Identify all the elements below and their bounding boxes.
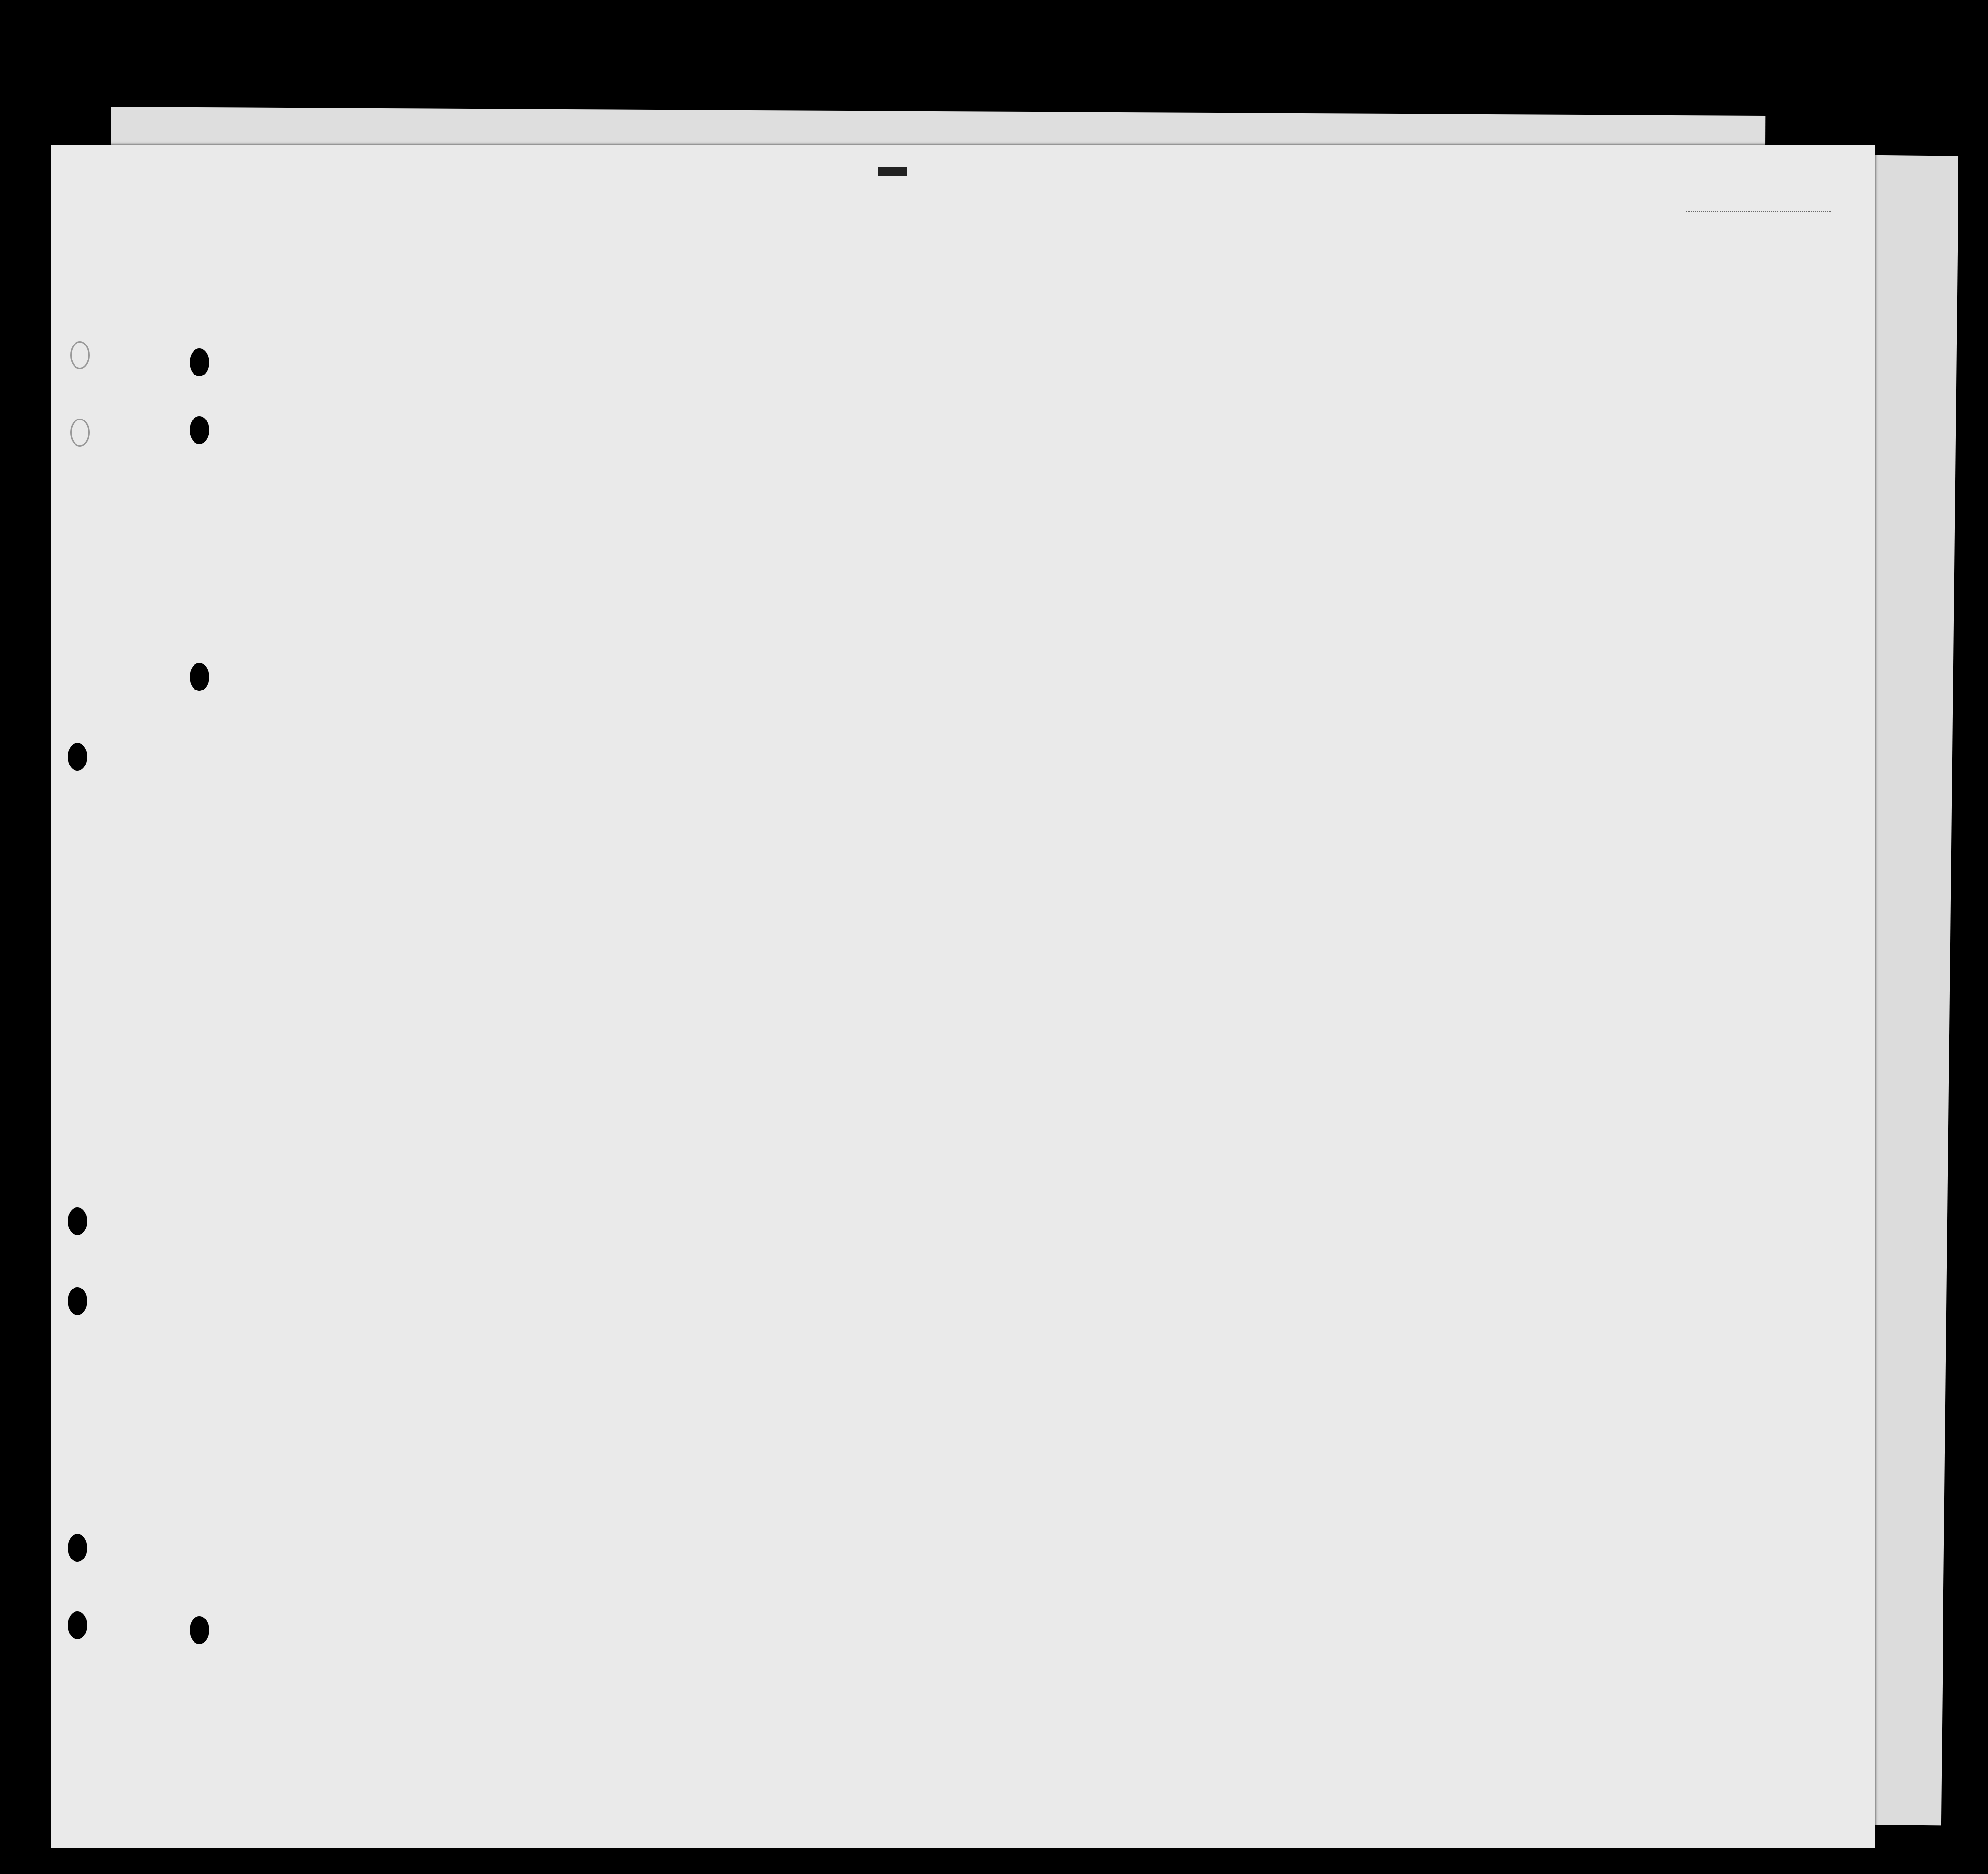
punch-hole <box>68 1611 87 1639</box>
punch-hole <box>190 1616 209 1644</box>
table-grid <box>51 145 1875 1848</box>
punch-hole <box>68 1207 87 1235</box>
punch-hole <box>70 419 90 447</box>
page-mark: ▬ <box>878 150 907 182</box>
punch-hole <box>68 743 87 771</box>
punch-hole <box>190 348 209 376</box>
punch-hole <box>68 1287 87 1315</box>
punch-hole <box>190 663 209 691</box>
punch-hole <box>190 416 209 444</box>
punch-hole <box>68 1534 87 1562</box>
manifest-page <box>51 145 1875 1848</box>
punch-hole <box>70 341 90 369</box>
